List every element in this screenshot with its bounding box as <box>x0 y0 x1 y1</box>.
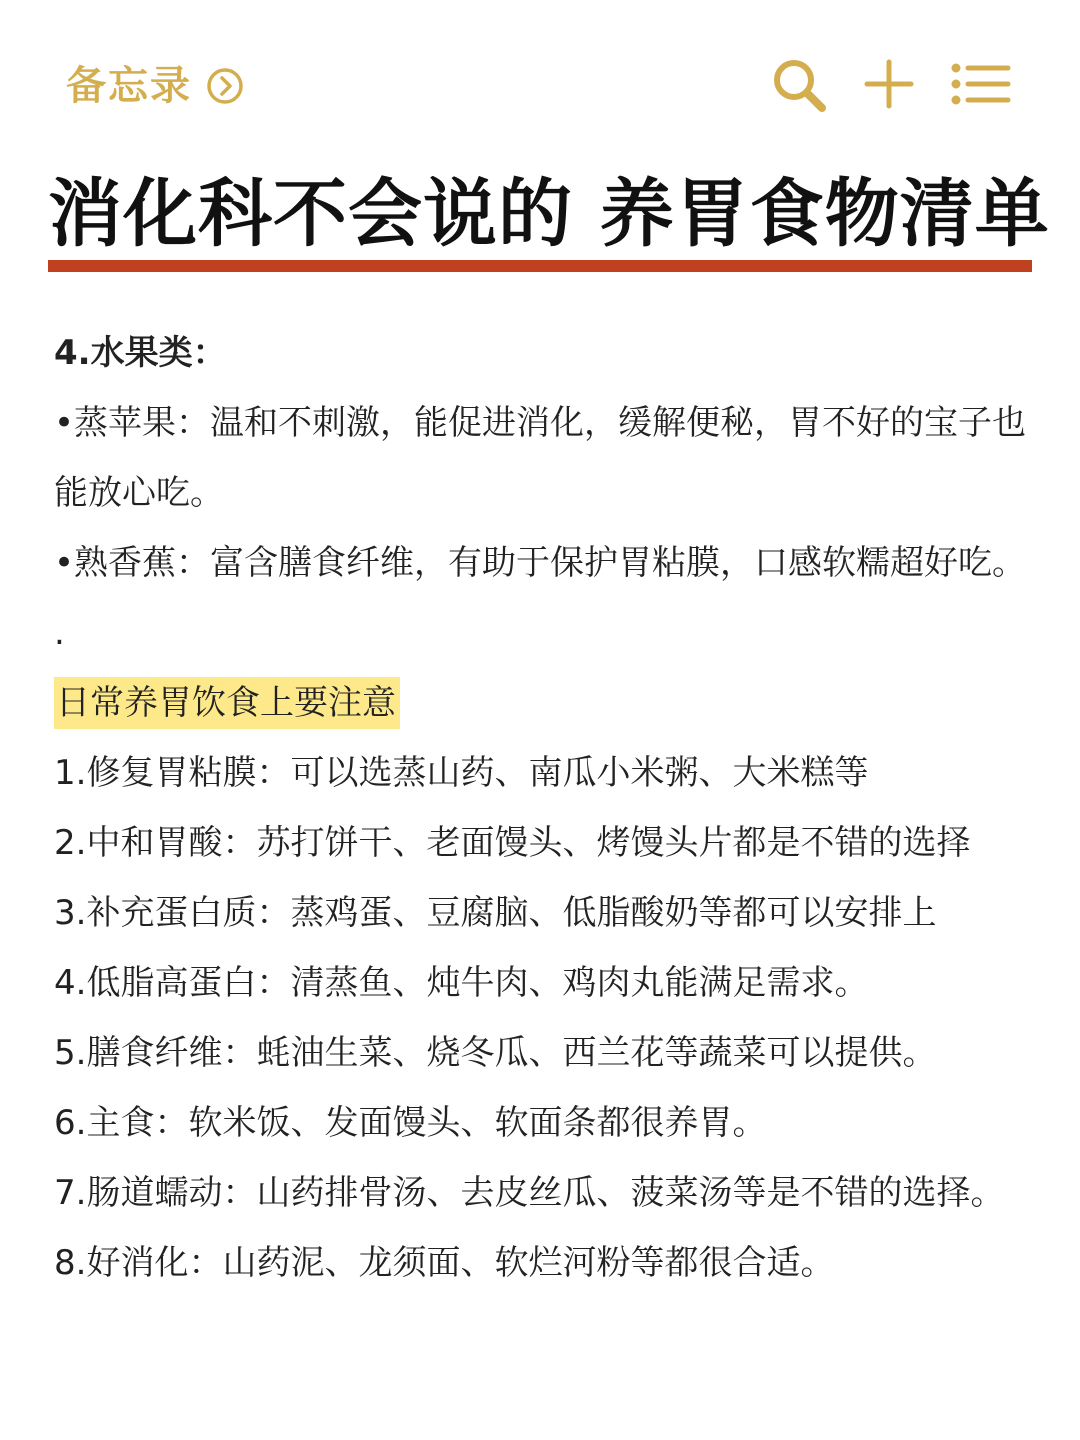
back-to-notes-button[interactable] <box>66 60 244 112</box>
tip-item: 4.低脂高蛋白：清蒸鱼、炖牛肉、鸡肉丸能满足需求。 <box>54 963 869 1003</box>
fruit-item: •蒸苹果：温和不刺激，能促进消化，缓解便秘，胃不好的宝子也能放心吃。 <box>54 403 1027 513</box>
highlight-heading-row <box>54 668 1029 738</box>
list-icon <box>950 56 1012 112</box>
search-button[interactable] <box>770 56 830 116</box>
tip-item: 3.补充蛋白质：蒸鸡蛋、豆腐脑、低脂酸奶等都可以安排上 <box>54 893 937 933</box>
fruit-item: •熟香蕉：富含膳食纤维，有助于保护胃粘膜，口感软糯超好吃。 <box>54 543 1027 583</box>
tip-item: 1.修复胃粘膜：可以选蒸山药、南瓜小米粥、大米糕等 <box>54 753 869 793</box>
tip-item: 8.好消化：山药泥、龙须面、软烂河粉等都很合适。 <box>54 1243 835 1283</box>
search-icon <box>770 56 830 116</box>
highlight-heading: 日常养胃饮食上要注意 <box>54 677 400 729</box>
tip-item: 6.主食：软米饭、发面馒头、软面条都很养胃。 <box>54 1103 767 1143</box>
separator-dot: . <box>54 613 65 653</box>
new-note-button[interactable] <box>864 56 914 112</box>
back-label: 备忘录 <box>66 63 192 109</box>
note-title-block <box>48 168 1050 272</box>
plus-icon <box>864 56 914 112</box>
section-heading-fruits: 4.水果类： <box>54 333 227 373</box>
tip-item: 2.中和胃酸：苏打饼干、老面馒头、烤馒头片都是不错的选择 <box>54 823 971 863</box>
tip-item: 5.膳食纤维：蚝油生菜、烧冬瓜、西兰花等蔬菜可以提供。 <box>54 1033 937 1073</box>
top-toolbar <box>0 0 1080 150</box>
note-title: 消化科不会说的 养胃食物清单 <box>48 171 1050 257</box>
note-body[interactable] <box>54 318 1029 1298</box>
list-button[interactable] <box>950 56 1012 112</box>
chevron-right-circle-icon <box>206 67 244 105</box>
tip-item: 7.肠道蠕动：山药排骨汤、去皮丝瓜、菠菜汤等是不错的选择。 <box>54 1173 1005 1213</box>
title-underline <box>48 260 1032 272</box>
